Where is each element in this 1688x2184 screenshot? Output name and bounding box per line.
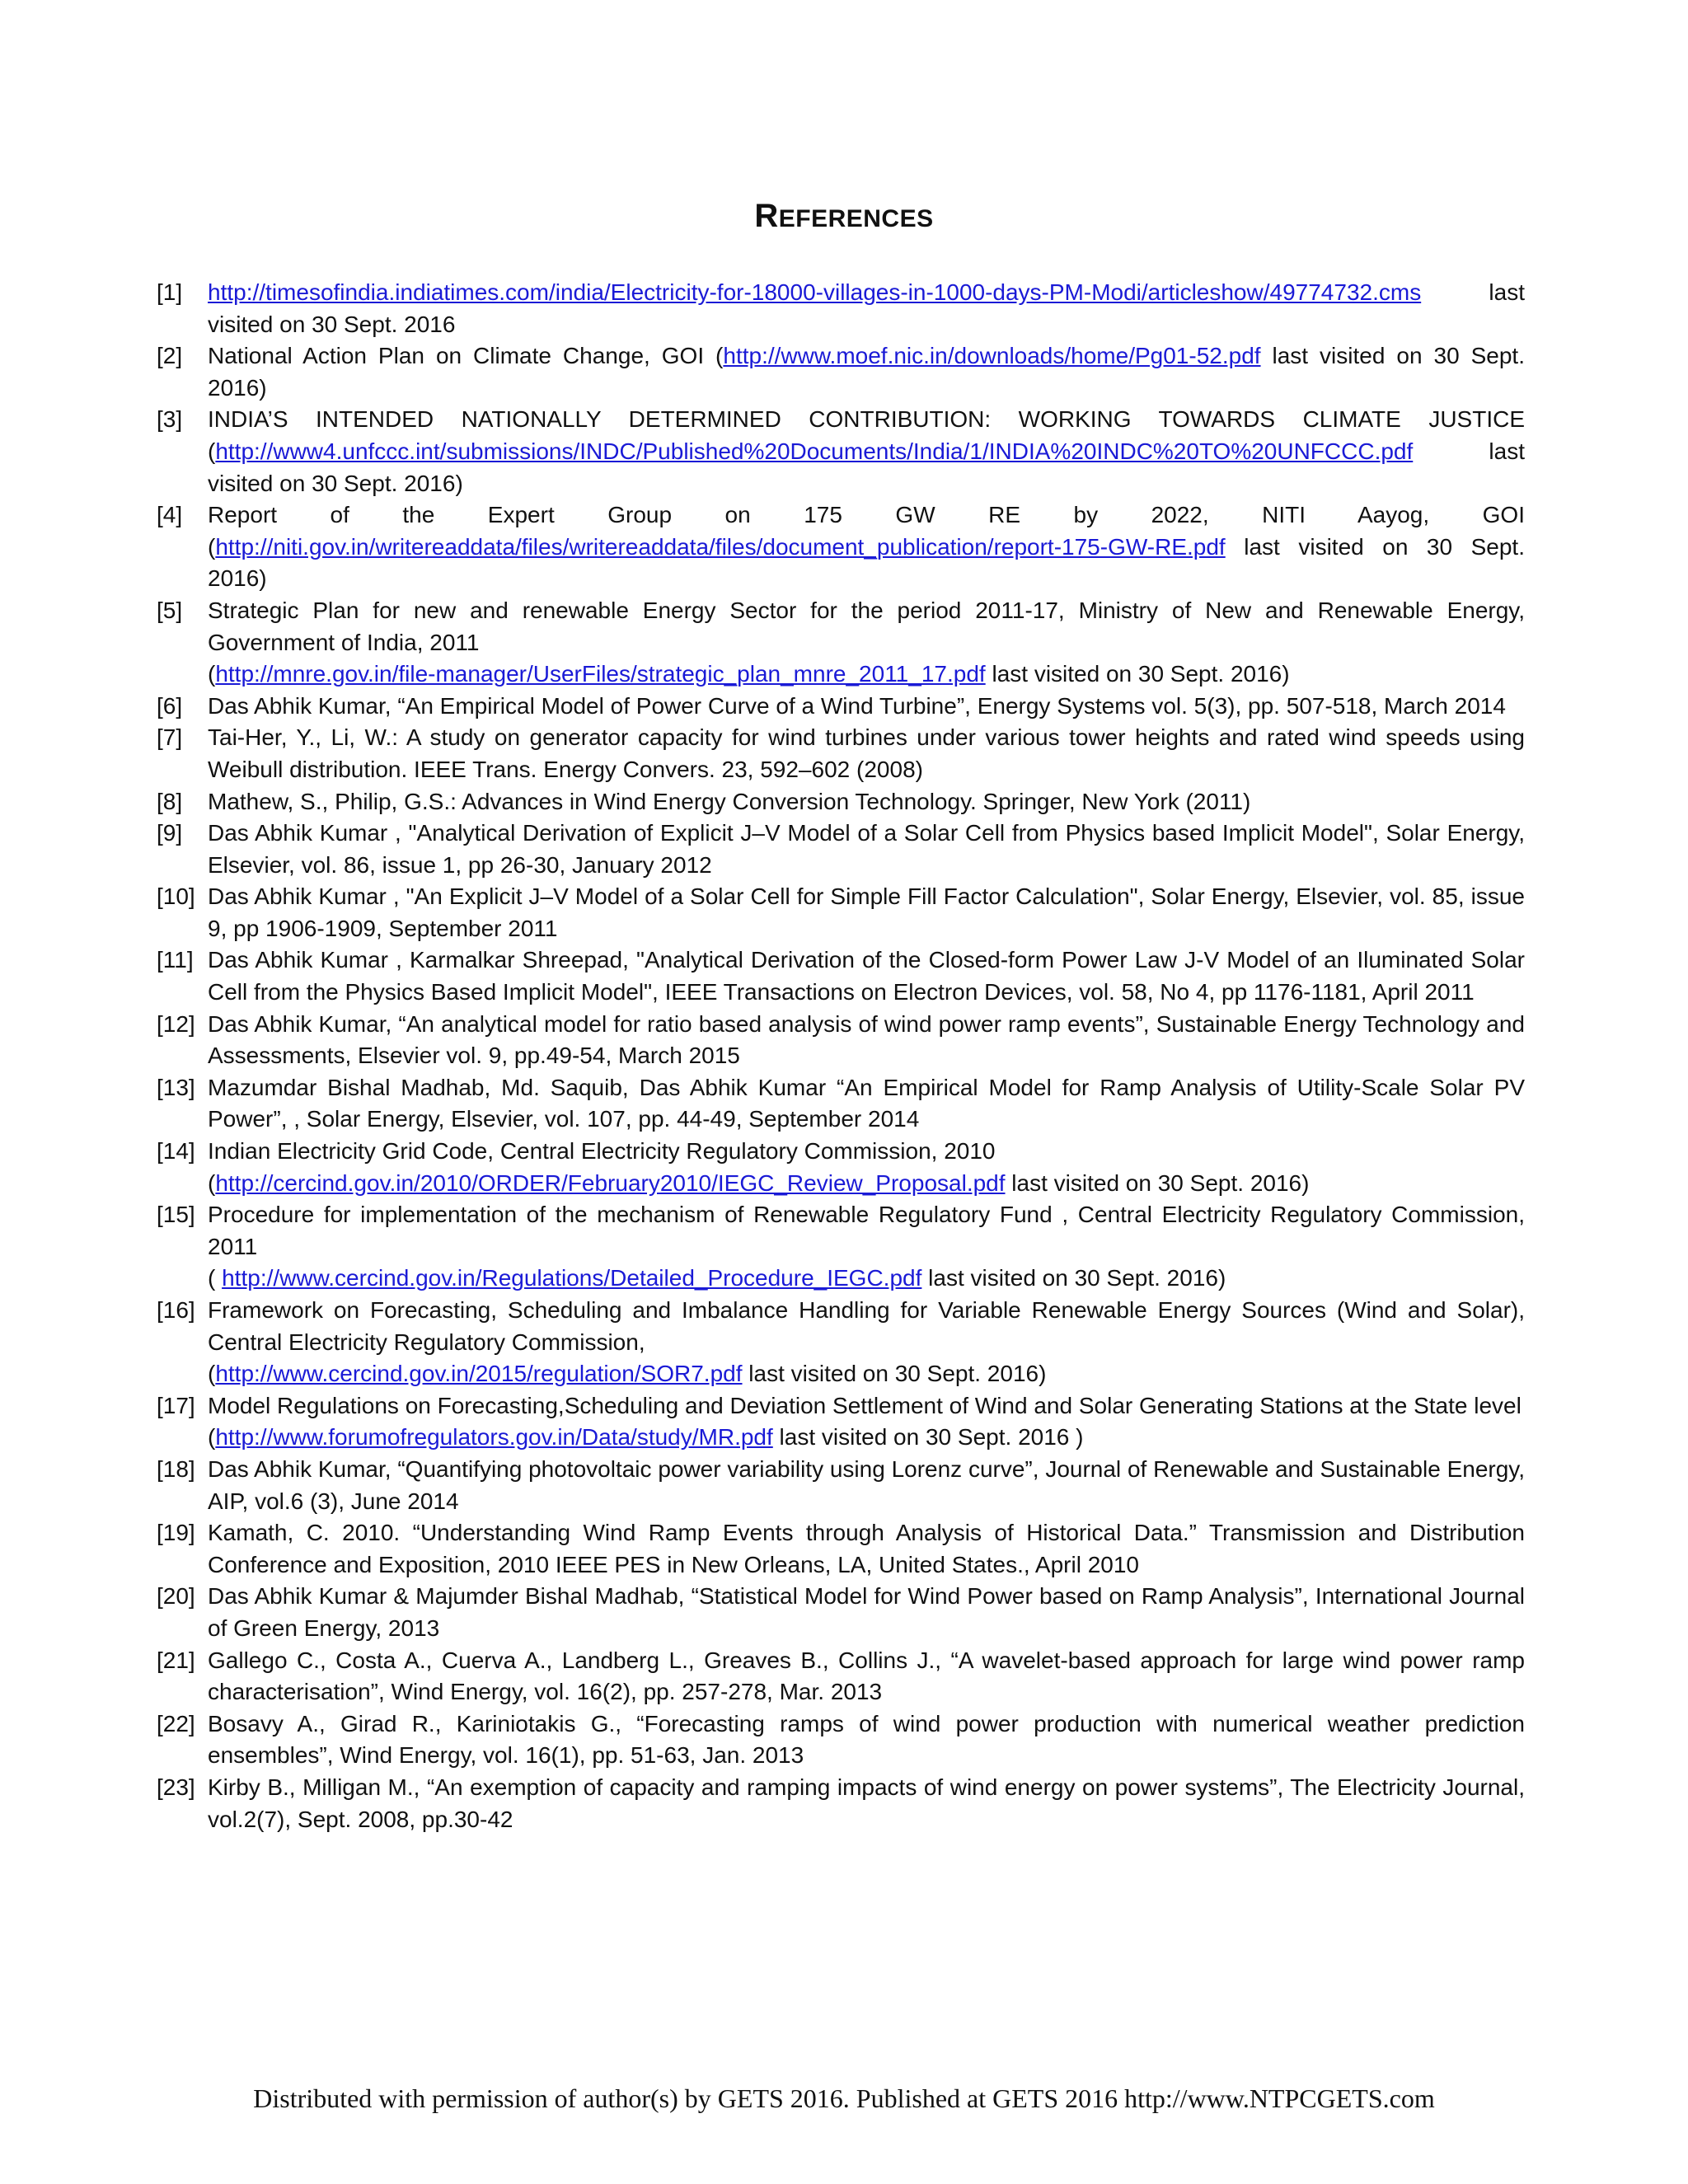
reference-text-segment: Procedure for implementation of the mechanism of Renewable Regulatory Fund , Central Electricity Regulatory Commission, 2011: [208, 1202, 1525, 1259]
reference-text-segment: Das Abhik Kumar , Karmalkar Shreepad, "Analytical Derivation of the Closed-form Power Law J-V Model of an Iluminated Solar Cell from the Physics Based Implicit Model", IEEE Transactions on Electron Devices, vol. 58, No 4, pp 1176-1181, April 2011: [208, 947, 1525, 1005]
reference-item: [157, 1072, 1525, 1136]
reference-link[interactable]: http://www.cercind.gov.in/Regulations/Detailed_Procedure_IEGC.pdf: [222, 1265, 922, 1291]
reference-text: [208, 340, 1525, 404]
reference-number: [6]: [157, 692, 183, 719]
reference-number: [5]: [157, 597, 183, 623]
reference-text: [208, 499, 1525, 595]
reference-number: [18]: [157, 1455, 195, 1482]
reference-number: [3]: [157, 406, 183, 433]
reference-number: [8]: [157, 788, 183, 814]
reference-text-segment: Mazumdar Bishal Madhab, Md. Saquib, Das Abhik Kumar “An Empirical Model for Ramp Analysis of Utility-Scale Solar PV Power”, , Solar Energy, Elsevier, vol. 107, pp. 44-49, September 2014: [208, 1074, 1525, 1132]
reference-text-segment: last visited on 30 Sept. 2016): [208, 533, 1525, 592]
reference-text-segment: Das Abhik Kumar, “An Empirical Model of Power Curve of a Wind Turbine”, Energy Systems vol. 5(3), pp. 507-518, March 2014: [208, 692, 1506, 719]
reference-number: [4]: [157, 502, 183, 528]
reference-number: [19]: [157, 1520, 195, 1546]
reference-number: [11]: [157, 947, 194, 973]
reference-text-segment: last visited on 30 Sept. 2016: [208, 279, 1525, 337]
reference-item: [157, 881, 1525, 944]
reference-text-segment: Gallego C., Costa A., Cuerva A., Landberg L., Greaves B., Collins J., “A wavelet-based approach for large wind power ramp characterisation”, Wind Energy, vol. 16(2), pp. 257-278, Mar. 2013: [208, 1647, 1525, 1705]
reference-item: [157, 1009, 1525, 1072]
reference-item: [157, 691, 1525, 723]
reference-text-segment: Das Abhik Kumar, “Quantifying photovoltaic power variability using Lorenz curve”, Journal of Renewable and Sustainable Energy, AIP, vol.6 (3), June 2014: [208, 1455, 1525, 1514]
reference-item: [157, 1454, 1525, 1517]
reference-text-segment: last visited on 30 Sept. 2016): [742, 1361, 1047, 1387]
reference-number: [12]: [157, 1010, 195, 1037]
reference-text: [208, 691, 1525, 723]
reference-link[interactable]: http://timesofindia.indiatimes.com/india/Electricity-for-18000-villages-in-1000-days-PM-Modi/articleshow/49774732.cms: [208, 279, 1422, 305]
reference-text-segment: Strategic Plan for new and renewable Energy Sector for the period 2011-17, Ministry of New and Renewable Energy, Government of India, 2011: [208, 597, 1525, 655]
reference-text-segment: Model Regulations on Forecasting,Scheduling and Deviation Settlement of Wind and Solar Generating Stations at the State level: [208, 1392, 1522, 1418]
reference-text-segment: Kirby B., Milligan M., “An exemption of capacity and ramping impacts of wind energy on power systems”, The Electricity Journal, vol.2(7), Sept. 2008, pp.30-42: [208, 1774, 1525, 1832]
reference-text-segment: Tai-Her, Y., Li, W.: A study on generator capacity for wind turbines under various tower heights and rated wind speeds using Weibull distribution. IEEE Trans. Energy Convers. 23, 592–602 (2008): [208, 724, 1525, 782]
reference-text: [208, 1072, 1525, 1136]
reference-text: [208, 595, 1525, 691]
reference-link[interactable]: http://cercind.gov.in/2010/ORDER/February2010/IEGC_Review_Proposal.pdf: [215, 1169, 1006, 1196]
reference-text: [208, 1390, 1525, 1454]
reference-number: [15]: [157, 1202, 195, 1228]
reference-text: [208, 1772, 1525, 1835]
reference-item: [157, 722, 1525, 785]
reference-text-segment: last visited on 30 Sept. 2016): [208, 438, 1525, 496]
reference-text: [208, 1708, 1525, 1772]
reference-link[interactable]: http://www.moef.nic.in/downloads/home/Pg01-52.pdf: [723, 343, 1261, 369]
reference-text-segment: Indian Electricity Grid Code, Central Electricity Regulatory Commission, 2010: [208, 1138, 996, 1165]
reference-text-segment: last visited on 30 Sept. 2016): [1005, 1169, 1310, 1196]
reference-text-segment: Framework on Forecasting, Scheduling and Imbalance Handling for Variable Renewable Energy Sources (Wind and Solar), Central Electricity Regulatory Commission,: [208, 1297, 1525, 1355]
reference-text-segment: (: [208, 1169, 216, 1196]
reference-text-segment: last visited on 30 Sept. 2016): [208, 343, 1525, 401]
reference-item: [157, 1136, 1525, 1199]
reference-text: [208, 818, 1525, 881]
reference-number: [23]: [157, 1774, 195, 1800]
reference-number: [2]: [157, 343, 183, 369]
reference-item: [157, 340, 1525, 404]
reference-item: [157, 786, 1525, 818]
reference-text: [208, 722, 1525, 785]
reference-link[interactable]: http://www.forumofregulators.gov.in/Data/study/MR.pdf: [215, 1424, 773, 1451]
page-footer: Distributed with permission of author(s) by GETS 2016. Published at GETS 2016 http://www.NTPCGETS.com: [253, 2083, 1435, 2113]
reference-text-segment: (: [208, 1424, 216, 1451]
reference-number: [10]: [157, 883, 195, 910]
reference-text: [208, 786, 1525, 818]
reference-number: [1]: [157, 279, 183, 305]
reference-text-segment: Das Abhik Kumar , "An Explicit J–V Model of a Solar Cell for Simple Fill Factor Calculation", Solar Energy, Elsevier, vol. 85, issue 9, pp 1906-1909, September 2011: [208, 883, 1525, 941]
reference-text-segment: National Action Plan on Climate Change, GOI (: [208, 343, 724, 369]
reference-text: [208, 277, 1525, 340]
reference-number: [9]: [157, 820, 183, 846]
reference-number: [7]: [157, 724, 183, 751]
reference-text-segment: (: [208, 1361, 216, 1387]
reference-text: [208, 1295, 1525, 1390]
reference-number: [16]: [157, 1297, 195, 1323]
heading-rest: EFERENCES: [778, 205, 934, 232]
reference-text: [208, 1581, 1525, 1644]
reference-list: [157, 277, 1525, 1835]
reference-text-segment: Mathew, S., Philip, G.S.: Advances in Wind Energy Conversion Technology. Springer, New York (2011): [208, 788, 1251, 814]
reference-item: [157, 1772, 1525, 1835]
reference-number: [14]: [157, 1138, 195, 1165]
reference-number: [21]: [157, 1647, 195, 1673]
reference-link[interactable]: http://niti.gov.in/writereaddata/files/writereaddata/files/document_publication/report-175-GW-RE.pdf: [215, 533, 1226, 560]
reference-text: [208, 1454, 1525, 1517]
reference-text-segment: Das Abhik Kumar, “An analytical model for ratio based analysis of wind power ramp events”, Sustainable Energy Technology and Assessments, Elsevier vol. 9, pp.49-54, March 2015: [208, 1010, 1525, 1069]
reference-item: [157, 1645, 1525, 1708]
reference-item: [157, 1517, 1525, 1581]
reference-item: [157, 595, 1525, 691]
reference-number: [22]: [157, 1710, 195, 1736]
reference-text-segment: Bosavy A., Girad R., Kariniotakis G., “Forecasting ramps of wind power production with numerical weather prediction ensembles”, Wind Energy, vol. 16(1), pp. 51-63, Jan. 2013: [208, 1710, 1525, 1769]
reference-text-segment: Das Abhik Kumar , "Analytical Derivation of Explicit J–V Model of a Solar Cell from Physics based Implicit Model", Solar Energy, Elsevier, vol. 86, issue 1, pp 26-30, January 2012: [208, 820, 1525, 878]
reference-item: [157, 944, 1525, 1008]
reference-item: [157, 1390, 1525, 1454]
reference-text: [208, 1136, 1525, 1199]
reference-text-segment: INDIA’S INTENDED NATIONALLY DETERMINED CONTRIBUTION: WORKING TOWARDS CLIMATE JUSTICE (: [208, 406, 1525, 464]
reference-text-segment: last visited on 30 Sept. 2016): [921, 1265, 1226, 1291]
reference-item: [157, 1295, 1525, 1390]
reference-text: [208, 1199, 1525, 1295]
reference-text-segment: last visited on 30 Sept. 2016): [985, 661, 1290, 687]
reference-text: [208, 404, 1525, 499]
reference-item: [157, 1708, 1525, 1772]
reference-number: [17]: [157, 1392, 195, 1418]
reference-item: [157, 1581, 1525, 1644]
reference-text: [208, 1517, 1525, 1581]
reference-text-segment: Report of the Expert Group on 175 GW RE by 2022, NITI Aayog, GOI (: [208, 502, 1525, 560]
references-heading: [0, 198, 1688, 235]
reference-item: [157, 818, 1525, 881]
heading-initial: R: [754, 198, 779, 234]
reference-item: [157, 1199, 1525, 1295]
reference-text-segment: Kamath, C. 2010. “Understanding Wind Ramp Events through Analysis of Historical Data.” Transmission and Distribution Conference and Exposition, 2010 IEEE PES in New Orleans, LA, United States., April 2010: [208, 1520, 1525, 1577]
reference-text-segment: (: [208, 1265, 223, 1291]
reference-text: [208, 944, 1525, 1008]
reference-item: [157, 277, 1525, 340]
reference-text-segment: (: [208, 661, 216, 687]
reference-text: [208, 1009, 1525, 1072]
reference-link[interactable]: http://www4.unfccc.int/submissions/INDC/Published%20Documents/India/1/INDIA%20INDC%20TO%20UNFCCC.pdf: [215, 438, 1414, 464]
reference-text: [208, 1645, 1525, 1708]
reference-item: [157, 404, 1525, 499]
reference-link[interactable]: http://mnre.gov.in/file-manager/UserFiles/strategic_plan_mnre_2011_17.pdf: [215, 661, 986, 687]
reference-link[interactable]: http://www.cercind.gov.in/2015/regulation/SOR7.pdf: [215, 1361, 743, 1387]
reference-item: [157, 499, 1525, 595]
reference-text-segment: Das Abhik Kumar & Majumder Bishal Madhab, “Statistical Model for Wind Power based on Ramp Analysis”, International Journal of Green Energy, 2013: [208, 1583, 1525, 1641]
reference-number: [13]: [157, 1074, 195, 1100]
reference-number: [20]: [157, 1583, 195, 1610]
reference-text: [208, 881, 1525, 944]
reference-text-segment: last visited on 30 Sept. 2016 ): [772, 1424, 1084, 1451]
